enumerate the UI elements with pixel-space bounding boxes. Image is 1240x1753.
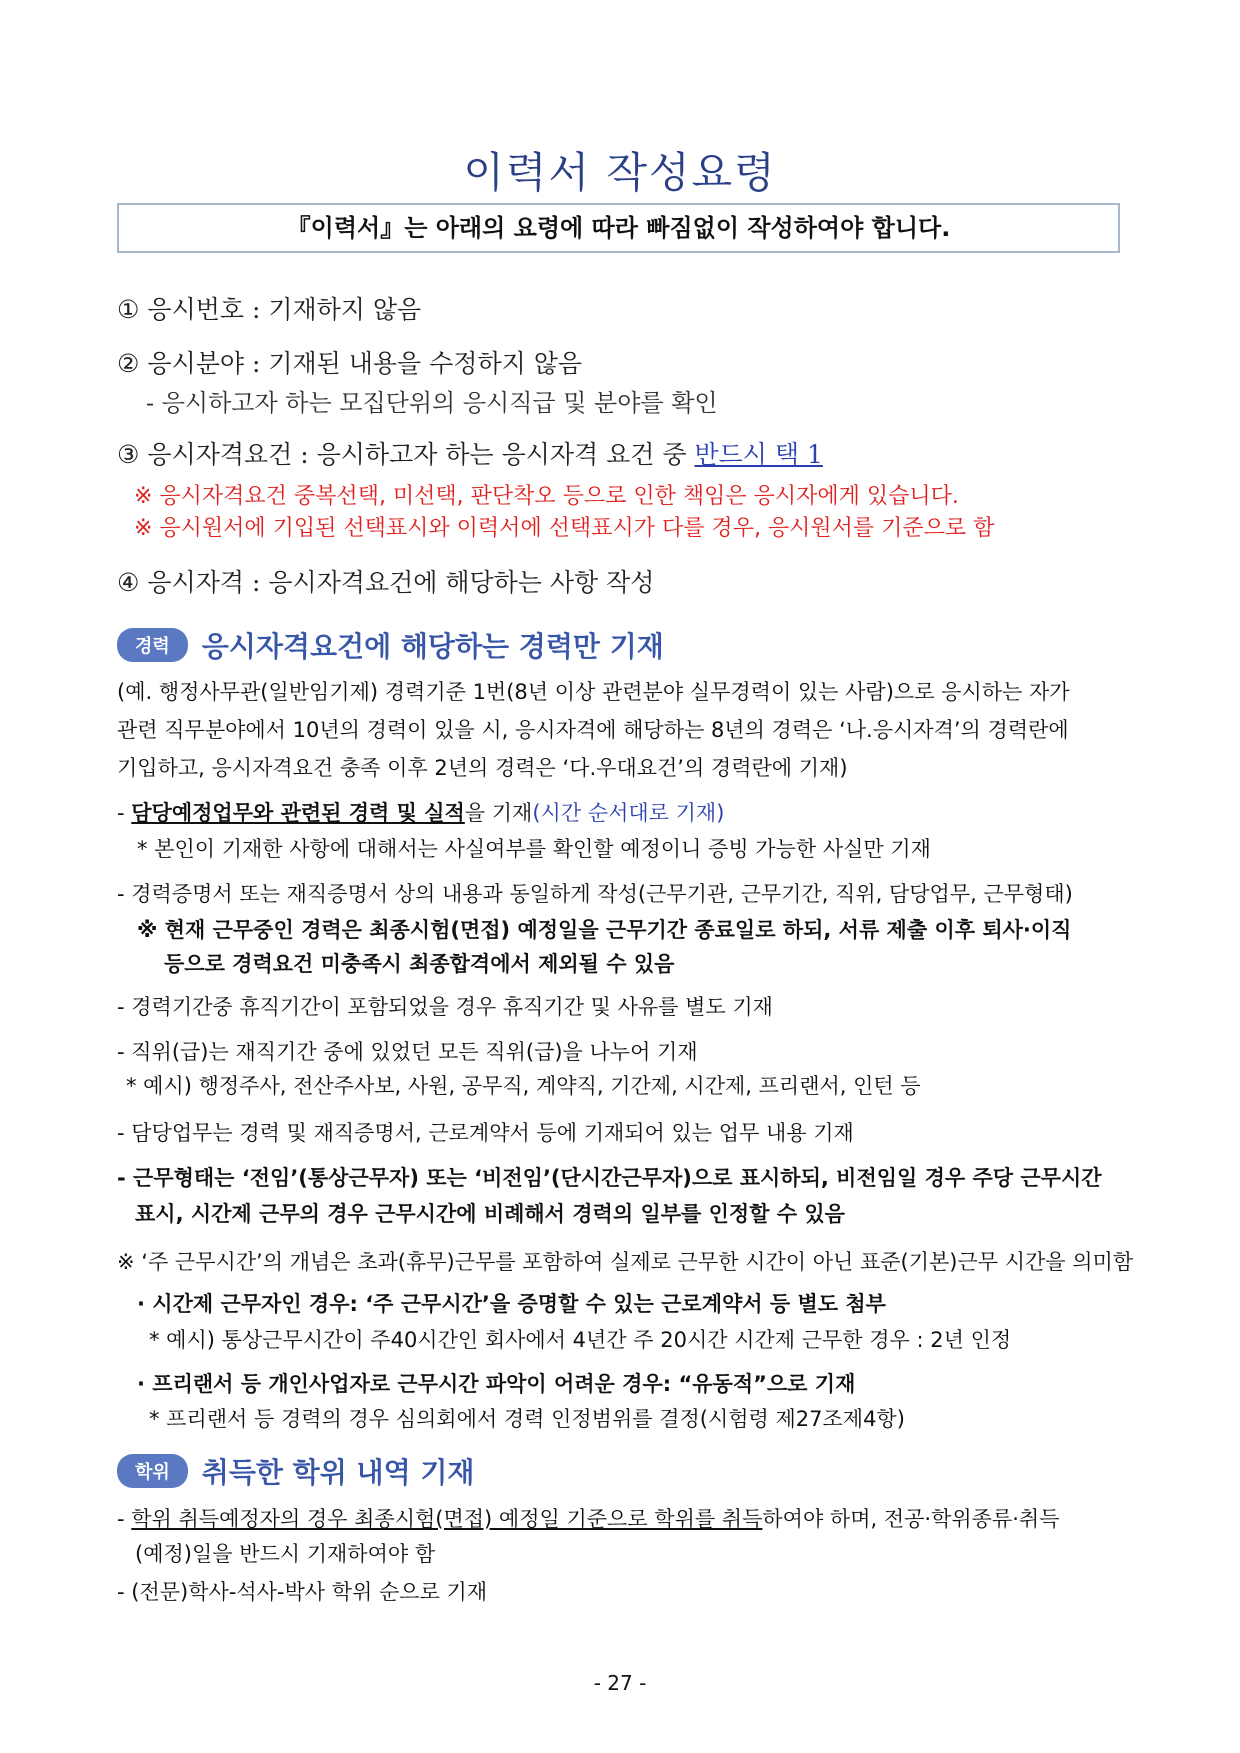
career-section-header bbox=[117, 625, 664, 665]
career-line-9: · 프리랜서 등 개인사업자로 근무시간 파악이 어려운 경우: “유동적”으로 기재 bbox=[137, 1372, 856, 1396]
career-line-9-note: * 프리랜서 등 경력의 경우 심의회에서 경력 인정범위를 결정(시험령 제27조제4항) bbox=[149, 1407, 905, 1431]
career-line-2-bold-1: ※ 현재 근무중인 경력은 최종시험(면접) 예정일을 근무기간 종료일로 하되, 서류 제출 이후 퇴사·이직 bbox=[137, 918, 1072, 942]
warning-1: ※ 응시자격요건 중복선택, 미선택, 판단착오 등으로 인한 책임은 응시자에게 있습니다. bbox=[134, 484, 959, 509]
item-separator: : bbox=[244, 295, 269, 324]
notice-box: 『이력서』는 아래의 요령에 따라 빠짐없이 작성하여야 합니다. bbox=[117, 203, 1120, 253]
item-head: 응시자격요건 bbox=[147, 440, 293, 469]
career-section-title: 응시자격요건에 해당하는 경력만 기재 bbox=[201, 630, 664, 663]
career-line-1-emphasis: 담당예정업무와 관련된 경력 및 실적 bbox=[131, 801, 465, 825]
warning-2: ※ 응시원서에 기입된 선택표시와 이력서에 선택표시가 다를 경우, 응시원서를 기준으로 함 bbox=[134, 516, 995, 541]
item-2 bbox=[117, 344, 582, 380]
career-line-7: ※ ‘주 근무시간’의 개념은 초과(휴무)근무를 포함하여 실제로 근무한 시간이 아닌 표준(기본)근무 시간을 의미함 bbox=[117, 1250, 1134, 1274]
item-3 bbox=[117, 435, 823, 471]
item-text: 응시자격요건에 해당하는 사항 작성 bbox=[268, 568, 655, 597]
item-text: 기재된 내용을 수정하지 않음 bbox=[268, 349, 583, 378]
career-example-line-2: 관련 직무분야에서 10년의 경력이 있을 시, 응시자격에 해당하는 8년의 경력은 ‘나.응시자격’의 경력란에 bbox=[117, 718, 1069, 742]
item-number: ③ bbox=[117, 440, 140, 469]
item-1 bbox=[117, 290, 421, 326]
item-4 bbox=[117, 563, 654, 599]
career-line-3: - 경력기간중 휴직기간이 포함되었을 경우 휴직기간 및 사유를 별도 기재 bbox=[117, 995, 773, 1019]
career-line-1 bbox=[117, 797, 1125, 827]
career-example-line-3: 기입하고, 응시자격요건 충족 이후 2년의 경력은 ‘다.우대요건’의 경력란에 기재) bbox=[117, 756, 848, 780]
bullet: - bbox=[117, 801, 132, 825]
degree-section-title: 취득한 학위 내역 기재 bbox=[201, 1456, 475, 1489]
item-number: ② bbox=[117, 349, 140, 378]
item-separator: : bbox=[292, 440, 317, 469]
degree-line-2: - (전문)학사-석사-박사 학위 순으로 기재 bbox=[117, 1580, 488, 1604]
item-head: 응시분야 bbox=[147, 349, 245, 378]
item-separator: : bbox=[244, 349, 269, 378]
item-separator: : bbox=[244, 568, 269, 597]
item-head: 응시번호 bbox=[147, 295, 245, 324]
item-text: 응시하고자 하는 응시자격 요건 중 bbox=[316, 440, 695, 469]
career-line-5: - 담당업무는 경력 및 재직증명서, 근로계약서 등에 기재되어 있는 업무 내용 기재 bbox=[117, 1121, 854, 1145]
career-line-1-note: * 본인이 기재한 사항에 대해서는 사실여부를 확인할 예정이니 증빙 가능한 사실만 기재 bbox=[137, 837, 931, 861]
page-number: - 27 - bbox=[593, 1671, 647, 1695]
degree-line-1 bbox=[117, 1503, 1125, 1533]
item-text: 기재하지 않음 bbox=[268, 295, 422, 324]
career-line-8: · 시간제 근무자인 경우: ‘주 근무시간’을 증명할 수 있는 근로계약서 등 별도 첨부 bbox=[137, 1292, 886, 1316]
career-line-6a: - 근무형태는 ‘전임’(통상근무자) 또는 ‘비전임’(단시간근무자)으로 표시하되, 비전임일 경우 주당 근무시간 bbox=[117, 1166, 1102, 1190]
career-line-2-bold-2: 등으로 경력요건 미충족시 최종합격에서 제외될 수 있음 bbox=[164, 952, 675, 976]
career-line-4-note: * 예시) 행정주사, 전산주사보, 사원, 공무직, 계약직, 기간제, 시간제, 프리랜서, 인턴 등 bbox=[126, 1074, 921, 1098]
career-badge: 경력 bbox=[117, 628, 188, 662]
career-line-1-mid: 을 기재 bbox=[464, 801, 533, 825]
career-line-6b: 표시, 시간제 근무의 경우 근무시간에 비례해서 경력의 일부를 인정할 수 있음 bbox=[135, 1202, 845, 1226]
degree-section-header bbox=[117, 1451, 474, 1491]
degree-badge: 학위 bbox=[117, 1454, 188, 1488]
item-head: 응시자격 bbox=[147, 568, 245, 597]
degree-line-1-cont: (예정)일을 반드시 기재하여야 함 bbox=[135, 1542, 436, 1566]
bullet: - bbox=[117, 1507, 132, 1531]
select-one-link: 반드시 택 1 bbox=[694, 440, 823, 469]
item-2-sub: - 응시하고자 하는 모집단위의 응시직급 및 분야를 확인 bbox=[146, 389, 718, 417]
page-title: 이력서 작성요령 bbox=[463, 148, 777, 197]
degree-line-1-rest: 하여야 하며, 전공·학위종류·취득 bbox=[762, 1507, 1060, 1531]
item-number: ④ bbox=[117, 568, 140, 597]
career-line-4: - 직위(급)는 재직기간 중에 있었던 모든 직위(급)을 나누어 기재 bbox=[117, 1040, 698, 1064]
career-line-8-note: * 예시) 통상근무시간이 주40시간인 회사에서 4년간 주 20시간 시간제 근무한 경우 : 2년 인정 bbox=[149, 1328, 1012, 1352]
item-number: ① bbox=[117, 295, 140, 324]
career-line-1-order: (시간 순서대로 기재) bbox=[532, 801, 725, 825]
career-example-line-1: (예. 행정사무관(일반임기제) 경력기준 1번(8년 이상 관련분야 실무경력이 있는 사람)으로 응시하는 자가 bbox=[117, 680, 1070, 704]
career-line-2: - 경력증명서 또는 재직증명서 상의 내용과 동일하게 작성(근무기관, 근무기간, 직위, 담당업무, 근무형태) bbox=[117, 882, 1073, 906]
degree-line-1-emphasis: 학위 취득예정자의 경우 최종시험(면접) 예정일 기준으로 학위를 취득 bbox=[131, 1507, 763, 1531]
